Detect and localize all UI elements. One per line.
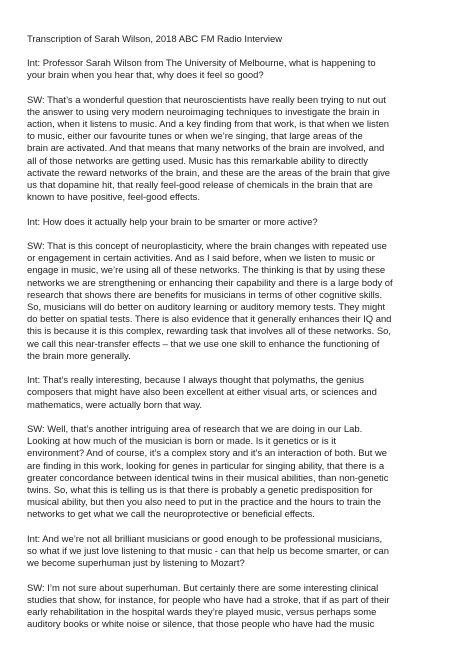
paragraph-line: SW: I’m not sure about superhuman. But certainly there are some interesting clinical	[27, 582, 379, 594]
paragraph-line: networks we are strengthening or enhancing their capability and there is a large body of	[27, 277, 393, 289]
paragraph-line: us that dopamine hit, that really feel-good release of chemicals in the brain that are	[27, 180, 373, 192]
paragraph-line: we call this near-transfer effects – that we use one skill to enhance the functioning of	[27, 338, 380, 350]
transcript-paragraph	[27, 95, 449, 205]
paragraph-line: studies that show, for instance, for people who have had a stroke, that if as part of their	[27, 594, 390, 606]
paragraph-line: So, musicians will do better on auditory learning or auditory memory tests. They might	[27, 302, 386, 314]
paragraph-line: to music, either our favourite tunes or when we’re singing, that large areas of the	[27, 131, 363, 143]
transcript-paragraph	[27, 583, 449, 632]
paragraph-line: auditory books or white noise or silence, that those people who have had the music	[27, 619, 375, 631]
paragraph-line: Int: Professor Sarah Wilson from The University of Melbourne, what is happening to	[27, 58, 376, 69]
paragraph-line: Looking at how much of the musician is born or made. Is it genetics or is it	[27, 436, 336, 448]
paragraph-line: musical ability, but then you also need to put in the practice and the hours to train the	[27, 497, 381, 509]
transcript-paragraph	[27, 58, 449, 82]
paragraph-line: we become superhuman just by listening to Mozart?	[27, 558, 245, 570]
document-title: Transcription of Sarah Wilson, 2018 ABC FM Radio Interview	[27, 34, 283, 45]
paragraph-line: the answer to using very modern neuroimaging techniques to investigate the brain in	[27, 106, 380, 118]
paragraph-line: SW: Well, that’s another intriguing area of research that we are doing in our Lab.	[27, 424, 363, 436]
paragraph-list	[27, 58, 449, 631]
paragraph-line: research that shows there are benefits for musicians in terms of other cognitive skills.	[27, 289, 383, 301]
paragraph-line: known to have positive, feel-good effects.	[27, 192, 200, 204]
paragraph-line: action, when it listens to music. And a key finding from that work, is that when we listen	[27, 119, 389, 130]
paragraph-line: activate the reward networks of the brain, and these are the areas of the brain that give	[27, 167, 391, 179]
paragraph-line: engage in music, we’re using all of these networks. The thinking is that by using these	[27, 265, 386, 277]
paragraph-line: brain are activated. And that means that many networks of the brain are involved, and	[27, 143, 385, 155]
transcript-body	[27, 34, 449, 631]
paragraph-line: SW: That’s a wonderful question that neuroscientists have really been trying to nut out	[27, 94, 386, 106]
paragraph-line: the brain more generally.	[27, 350, 131, 362]
paragraph-line: environment? And of course, it’s a complex story and it’s an interaction of both. But we	[27, 448, 388, 460]
paragraph-line: or engagement in certain activities. And as I said before, when we listen to music or	[27, 253, 375, 265]
paragraph-line: do better on spatial tests. There is also evidence that it generally enhances their IQ and	[27, 314, 392, 326]
paragraph-line: early rehabilitation in the hospital wards they’re played music, versus perhaps some	[27, 607, 377, 619]
paragraph-line: composers that might have also been excellent at either visual arts, or sciences and	[27, 387, 377, 399]
paragraph-line: all of those networks are getting used. Music has this remarkable ability to directly	[27, 155, 368, 167]
paragraph-line: Int: That’s really interesting, because I always thought that polymaths, the genius	[27, 375, 364, 387]
transcript-paragraph	[27, 375, 449, 412]
transcript-paragraph	[27, 241, 449, 363]
paragraph-line: twins. So, what this is telling us is that there is probably a genetic predisposition for	[27, 485, 373, 497]
paragraph-line: greater concordance between identical twins in their musical abilities, than non-genetic	[27, 472, 389, 484]
paragraph-line: Int: How does it actually help your brain to be smarter or more active?	[27, 216, 318, 228]
paragraph-line: this is because it is this complex, rewarding task that involves all of these networks. So,	[27, 326, 392, 338]
paragraph-line: Int: And we’re not all brilliant musicians or good enough to be professional musicians,	[27, 533, 383, 545]
transcript-paragraph	[27, 217, 449, 229]
paragraph-line: your brain when you hear that, why does it feel so good?	[27, 70, 264, 82]
transcript-paragraph	[27, 534, 449, 571]
transcript-paragraph	[27, 424, 449, 522]
paragraph-line: are finding in this work, looking for genes in particular for singing ability, that there is a	[27, 460, 385, 472]
paragraph-line: so what if we just love listening to that music - can that help us become smarter, or can	[27, 546, 389, 558]
paragraph-line: networks to get what we call the neuroprotective or beneficial effects.	[27, 509, 315, 521]
paragraph-line: mathematics, were actually born that way.	[27, 399, 203, 411]
paragraph-line: SW: That is this concept of neuroplasticity, where the brain changes with repeated use	[27, 241, 387, 252]
